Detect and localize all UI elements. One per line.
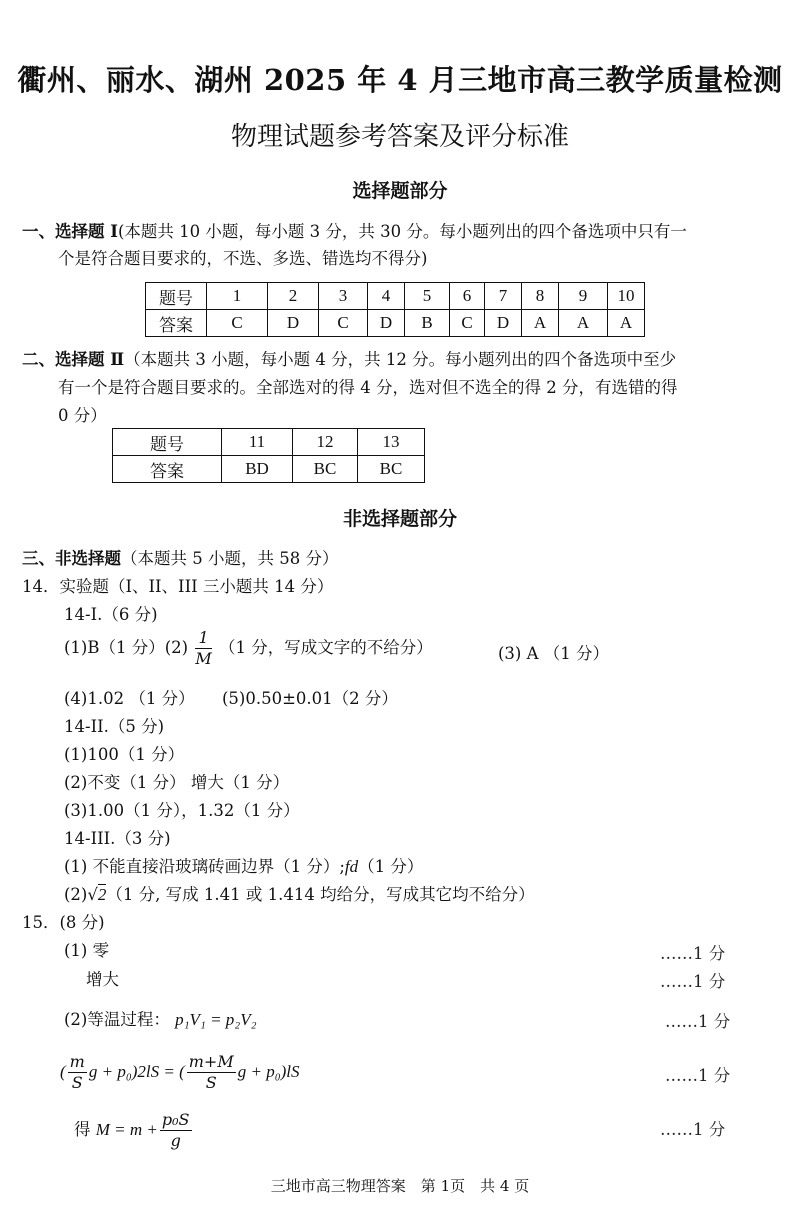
fraction-denominator: g [170, 1131, 181, 1150]
fraction-numerator: 1 [195, 628, 211, 649]
q14-3-line1-score: （1 分） [358, 857, 424, 876]
table-cell: 题号 [146, 283, 207, 310]
q15-result-label: 得 [74, 1120, 91, 1139]
q2-desc-line3: 0 分） [58, 406, 107, 425]
table-cell: C [319, 310, 368, 337]
page-title: 衢州、丽水、湖州 2025 年 4 月三地市高三教学质量检测 [17, 63, 783, 97]
table-cell: 10 [608, 283, 645, 310]
page-footer: 三地市高三物理答案 第 1页 共 4 页 [270, 1177, 530, 1195]
table-row [113, 456, 425, 483]
table-cell: D [485, 310, 522, 337]
q14-1-part3: (3) A （1 分） [498, 644, 610, 663]
table-cell: BC [293, 456, 358, 483]
q2-line1 [22, 346, 676, 370]
q2-desc-line1: （本题共 3 小题，每小题 4 分，共 12 分。每小题列出的四个备选项中至少 [124, 350, 677, 369]
sqrt-icon: √ [87, 885, 98, 904]
table-row [146, 283, 645, 310]
q14-2-line2: (2)不变（1 分） 增大（1 分） [64, 773, 290, 792]
score-label: ……1 分 [660, 972, 726, 991]
table-cell: C [450, 310, 485, 337]
table-cell: 7 [485, 283, 522, 310]
q14-1-line2a: (4)1.02 （1 分） [64, 689, 195, 708]
q15-1-b: 增大 [86, 970, 119, 989]
fraction-denominator: S [205, 1073, 217, 1092]
answer-table-1 [145, 282, 645, 337]
table-cell: 2 [268, 283, 319, 310]
q1-title: 一、选择题 Ⅰ [22, 222, 118, 241]
table-cell: 3 [319, 283, 368, 310]
fraction-m-over-s [68, 1052, 87, 1093]
table-cell: 1 [207, 283, 268, 310]
q15-equation-2 [60, 1052, 300, 1093]
fraction-1-over-m [195, 628, 211, 669]
table-cell: 答案 [113, 456, 222, 483]
q14-3-line1 [64, 853, 423, 877]
q15-result [74, 1110, 194, 1151]
table-cell: 9 [559, 283, 608, 310]
score-label: ……1 分 [660, 1120, 726, 1139]
fraction-denominator: M [195, 649, 212, 668]
q14-1-line1 [64, 628, 433, 669]
table-cell: 6 [450, 283, 485, 310]
q14-3-title: 14-III.（3 分) [64, 829, 171, 848]
table-cell: 4 [368, 283, 405, 310]
table-cell: 13 [358, 429, 425, 456]
q14-2-line1: (1)100（1 分） [64, 745, 185, 764]
answer-table-2 [112, 428, 425, 483]
fraction-p0s-over-g [160, 1110, 192, 1151]
table-row [146, 310, 645, 337]
table-cell: A [559, 310, 608, 337]
fraction-numerator: p₀S [161, 1110, 190, 1129]
table-cell: BD [222, 456, 293, 483]
q15-1-a: (1) 零 [64, 941, 110, 960]
q1-desc-line1: (本题共 10 小题，每小题 3 分，共 30 分。每小题列出的四个备选项中只有一 [117, 222, 687, 241]
table-cell: B [405, 310, 450, 337]
q3-line [22, 545, 338, 569]
q3-desc: （本题共 5 小题，共 58 分） [121, 549, 339, 568]
q14-3-line1-text: (1) 不能直接沿玻璃砖画边界（1 分）; [64, 857, 345, 876]
q15-2-label: (2)等温过程： [64, 1010, 170, 1029]
table-cell: 11 [222, 429, 293, 456]
q14-2-title: 14-II.（5 分) [64, 717, 165, 736]
table-cell: 12 [293, 429, 358, 456]
fraction-numerator: m [69, 1052, 85, 1071]
q14-1-title: 14-I.（6 分) [64, 605, 158, 624]
q14-3-line2-text: （1 分, 写成 1.41 或 1.414 均给分，写成其它均不给分） [106, 885, 535, 904]
table-cell: 题号 [113, 429, 222, 456]
table-cell: D [368, 310, 405, 337]
q3-title: 三、非选择题 [22, 549, 121, 568]
score-label: ……1 分 [660, 944, 726, 963]
q1-desc-line2: 个是符合题目要求的，不选、多选、错选均不得分) [58, 249, 428, 268]
equation-middle: g + p₀)2lS = ( [88, 1062, 185, 1081]
q15-2-equation: p₁V₁ = p₂V₂ [175, 1010, 257, 1029]
fraction-numerator: m+M [188, 1052, 234, 1071]
score-label: ……1 分 [665, 1012, 731, 1031]
q14-1-part1: (1)B（1 分）(2) [64, 638, 189, 657]
table-cell: 5 [405, 283, 450, 310]
q14-3-line2 [64, 881, 535, 905]
q15-2-line [64, 1006, 257, 1030]
table-cell: D [268, 310, 319, 337]
table-cell: 答案 [146, 310, 207, 337]
table-cell: C [207, 310, 268, 337]
page-subtitle: 物理试题参考答案及评分标准 [230, 122, 569, 152]
q14-1-line2b: (5)0.50±0.01（2 分） [222, 689, 398, 708]
q15-title: 15．(8 分) [22, 913, 105, 932]
q14-3-fd: fd [344, 857, 359, 876]
q2-desc-line2: 有一个是符合题目要求的。全部选对的得 4 分，选对但不选全的得 2 分，有选错的得 [58, 378, 678, 397]
q14-1-part2: （1 分，写成文字的不给分） [219, 638, 433, 657]
q14-2-line3: (3)1.00（1 分），1.32（1 分） [64, 801, 300, 820]
score-label: ……1 分 [665, 1066, 731, 1085]
q14-title: 14．实验题（I、II、III 三小题共 14 分） [22, 577, 334, 596]
q1-line1 [22, 218, 687, 242]
table-cell: 8 [522, 283, 559, 310]
table-row [113, 429, 425, 456]
q14-3-line2-label: (2) [64, 885, 88, 904]
paren-open: ( [60, 1062, 66, 1081]
table-cell: A [608, 310, 645, 337]
equation-end: g + p₀)lS [237, 1062, 300, 1081]
table-cell: BC [358, 456, 425, 483]
fraction-denominator: S [71, 1073, 83, 1092]
table-cell: A [522, 310, 559, 337]
q15-result-lhs: M = m + [95, 1120, 158, 1139]
sqrt-radicand: 2 [97, 885, 107, 904]
section-heading-nonchoice: 非选择题部分 [342, 508, 457, 530]
q2-title: 二、选择题 Ⅱ [22, 350, 125, 369]
section-heading-choice: 选择题部分 [352, 180, 448, 202]
fraction-mM-over-s [187, 1052, 236, 1093]
